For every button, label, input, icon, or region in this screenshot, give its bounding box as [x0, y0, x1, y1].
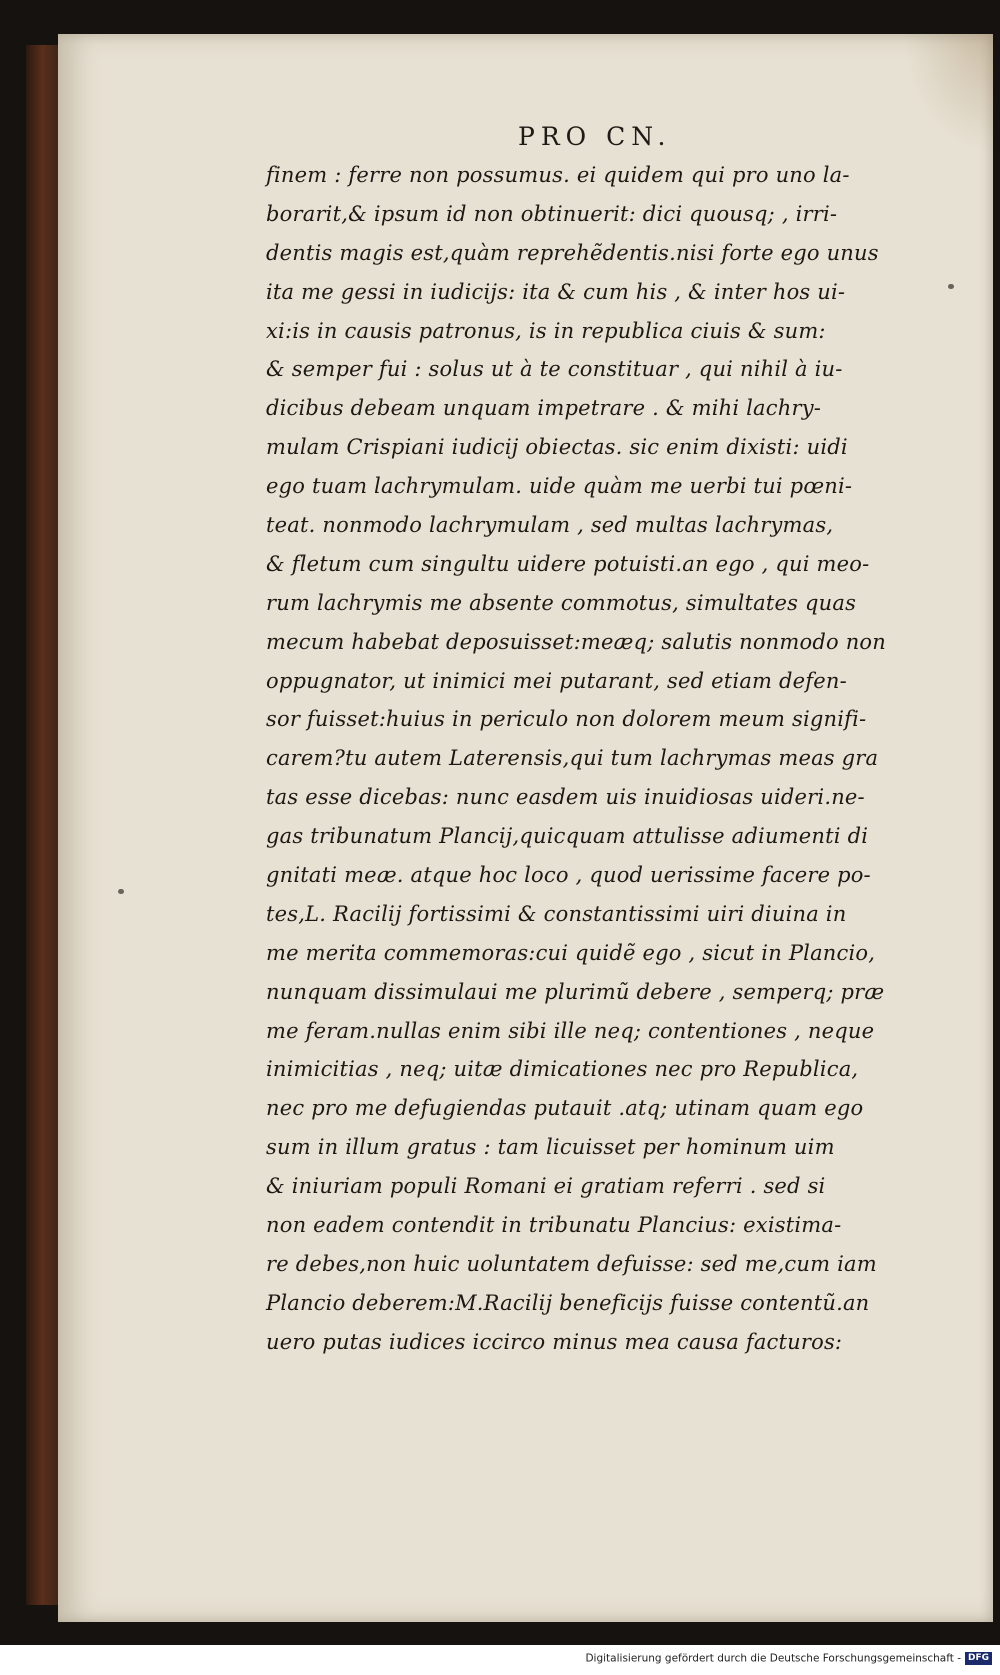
digitization-credit [585, 1652, 992, 1665]
text-line: dentis magis est,quàm reprehẽdentis.nisi forte ego unus [266, 240, 879, 265]
text-line: sor fuisset:huius in periculo non dolorem meum signifi- [266, 707, 867, 732]
text-line: dicibus debeam unquam impetrare . & mihi lachry- [266, 396, 822, 421]
text-line: borarit,& ipsum id non obtinuerit: dici quousq; , irri- [266, 201, 838, 226]
text-line: Plancio deberem:M.Racilij beneficijs fuisse contentũ.an [266, 1290, 870, 1315]
text-line: & semper fui : solus ut à te constituar , qui nihil à iu- [266, 357, 843, 382]
text-line: nunquam dissimulaui me plurimũ debere , semperq; præ [266, 979, 885, 1004]
text-line: uero putas iudices iccirco minus mea causa facturos: [266, 1329, 843, 1354]
ink-speck [948, 284, 954, 289]
text-line: xi:is in causis patronus, is in republica ciuis & sum: [266, 318, 826, 343]
text-line: sum in illum gratus : tam licuisset per hominum uim [266, 1135, 835, 1160]
text-line: gnitati meæ. atque hoc loco , quod uerissime facere po- [266, 863, 871, 888]
text-line: mecum habebat deposuisset:meæq; salutis nonmodo non [266, 629, 886, 654]
page-stain [903, 34, 993, 154]
text-line: gas tribunatum Plancij,quicquam attulisse adiumenti di [266, 824, 869, 849]
text-line: rum lachrymis me absente commotus, simultates quas [266, 590, 857, 615]
book-page [58, 34, 993, 1622]
text-line: nec pro me defugiendas putauit .atq; utinam quam ego [266, 1096, 864, 1121]
text-line: carem?tu autem Laterensis,qui tum lachrymas meas gra [266, 746, 879, 771]
dfg-logo-icon: DFG [965, 1652, 992, 1665]
running-head: PRO CN. [518, 122, 672, 151]
text-line: me merita commemoras:cui quidẽ ego , sicut in Plancio, [266, 940, 876, 965]
text-line: ita me gessi in iudicijs: ita & cum his , & inter hos ui- [266, 279, 846, 304]
book-spine [26, 45, 62, 1605]
text-block [266, 156, 956, 1362]
text-line: finem : ferre non possumus. ei quidem qui pro uno la- [266, 163, 850, 187]
ink-speck [118, 889, 124, 894]
text-line: ego tuam lachrymulam. uide quàm me uerbi tui pœni- [266, 474, 853, 499]
text-line: tas esse dicebas: nunc easdem uis inuidiosas uideri.ne- [266, 785, 865, 810]
text-line: & iniuriam populi Romani ei gratiam referri . sed si [266, 1174, 826, 1199]
text-line: teat. nonmodo lachrymulam , sed multas lachrymas, [266, 513, 834, 538]
text-line: & fletum cum singultu uidere potuisti.an ego , qui meo- [266, 551, 870, 576]
text-line: re debes,non huic uoluntatem defuisse: sed me,cum iam [266, 1251, 877, 1276]
text-line: mulam Crispiani iudicij obiectas. sic enim dixisti: uidi [266, 435, 848, 460]
text-line: inimicitias , neq; uitæ dimicationes nec pro Republica, [266, 1057, 859, 1082]
credit-text: Digitalisierung gefördert durch die Deutsche Forschungsgemeinschaft - [585, 1652, 961, 1665]
text-line: oppugnator, ut inimici mei putarant, sed etiam defen- [266, 668, 847, 693]
text-line: me feram.nullas enim sibi ille neq; contentiones , neque [266, 1018, 875, 1043]
text-line: tes,L. Racilij fortissimi & constantissimi uiri diuina in [266, 901, 847, 926]
text-line: non eadem contendit in tribunatu Plancius: existima- [266, 1213, 842, 1238]
